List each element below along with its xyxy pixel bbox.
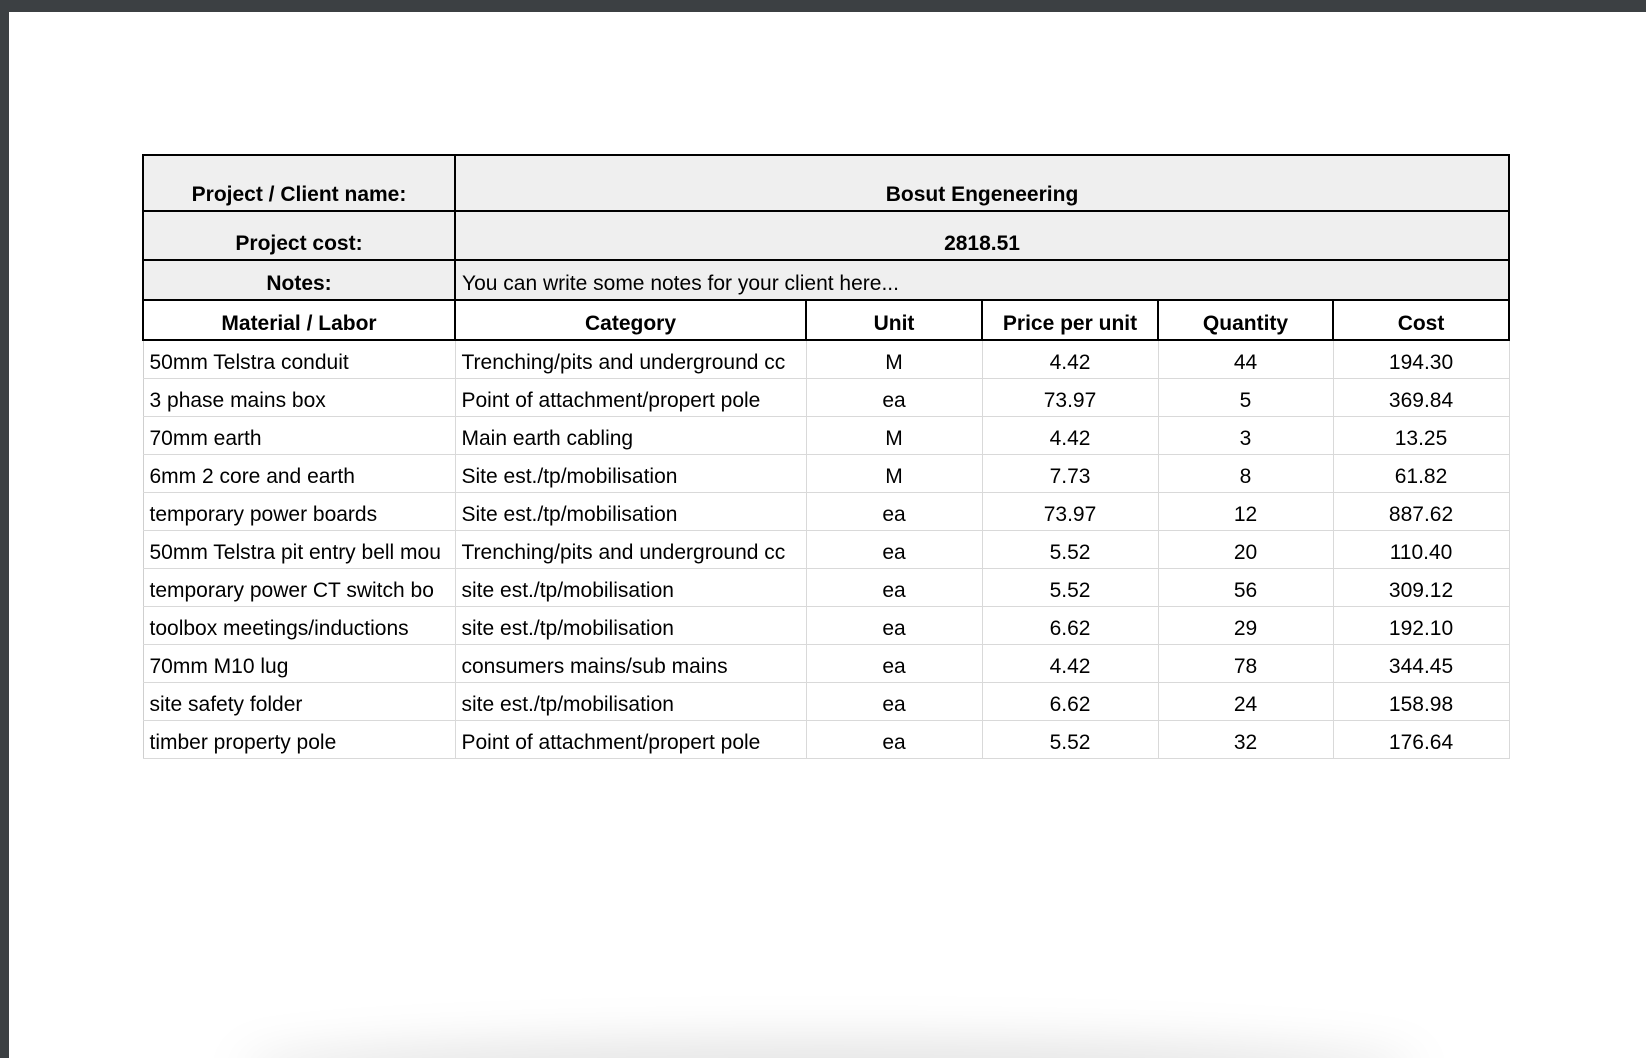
- material-cell: 50mm Telstra conduit: [143, 340, 455, 379]
- client-value: Bosut Engeneering: [455, 155, 1509, 211]
- cost-cell: 344.45: [1333, 645, 1509, 683]
- quantity-cell: 44: [1158, 340, 1333, 379]
- client-row: [143, 155, 1509, 211]
- cost-cell: 369.84: [1333, 379, 1509, 417]
- category-cell: site est./tp/mobilisation: [455, 569, 806, 607]
- header-cost: Cost: [1333, 300, 1509, 340]
- price-cell: 6.62: [982, 683, 1158, 721]
- quantity-cell: 56: [1158, 569, 1333, 607]
- material-cell: temporary power CT switch bo: [143, 569, 455, 607]
- table-row: [143, 531, 1509, 569]
- unit-cell: ea: [806, 683, 982, 721]
- quantity-cell: 32: [1158, 721, 1333, 759]
- category-cell: Site est./tp/mobilisation: [455, 493, 806, 531]
- cost-cell: 192.10: [1333, 607, 1509, 645]
- table-row: [143, 493, 1509, 531]
- estimate-table: [142, 154, 1510, 759]
- unit-cell: ea: [806, 379, 982, 417]
- unit-cell: ea: [806, 493, 982, 531]
- price-cell: 4.42: [982, 417, 1158, 455]
- project-cost-row: [143, 211, 1509, 260]
- table-row: [143, 645, 1509, 683]
- header-category: Category: [455, 300, 806, 340]
- price-cell: 5.52: [982, 721, 1158, 759]
- quantity-cell: 20: [1158, 531, 1333, 569]
- unit-cell: ea: [806, 569, 982, 607]
- category-cell: Site est./tp/mobilisation: [455, 455, 806, 493]
- cost-cell: 176.64: [1333, 721, 1509, 759]
- unit-cell: ea: [806, 645, 982, 683]
- unit-cell: M: [806, 340, 982, 379]
- category-cell: site est./tp/mobilisation: [455, 683, 806, 721]
- notes-value: You can write some notes for your client here...: [455, 260, 1509, 300]
- column-header-row: [143, 300, 1509, 340]
- price-cell: 5.52: [982, 531, 1158, 569]
- unit-cell: ea: [806, 531, 982, 569]
- material-cell: 50mm Telstra pit entry bell mou: [143, 531, 455, 569]
- unit-cell: ea: [806, 721, 982, 759]
- table-row: [143, 683, 1509, 721]
- table-row: [143, 455, 1509, 493]
- quantity-cell: 12: [1158, 493, 1333, 531]
- material-cell: toolbox meetings/inductions: [143, 607, 455, 645]
- cost-cell: 13.25: [1333, 417, 1509, 455]
- material-cell: temporary power boards: [143, 493, 455, 531]
- notes-row: [143, 260, 1509, 300]
- page-shadow: [239, 1038, 1419, 1058]
- quantity-cell: 78: [1158, 645, 1333, 683]
- material-cell: 3 phase mains box: [143, 379, 455, 417]
- unit-cell: M: [806, 417, 982, 455]
- price-cell: 73.97: [982, 379, 1158, 417]
- table-row: [143, 721, 1509, 759]
- quantity-cell: 3: [1158, 417, 1333, 455]
- price-cell: 5.52: [982, 569, 1158, 607]
- category-cell: Main earth cabling: [455, 417, 806, 455]
- project-cost-label: Project cost:: [143, 211, 455, 260]
- client-label: Project / Client name:: [143, 155, 455, 211]
- table-row: [143, 417, 1509, 455]
- table-row: [143, 379, 1509, 417]
- material-cell: 70mm M10 lug: [143, 645, 455, 683]
- table-row: [143, 569, 1509, 607]
- price-cell: 4.42: [982, 340, 1158, 379]
- quantity-cell: 5: [1158, 379, 1333, 417]
- category-cell: site est./tp/mobilisation: [455, 607, 806, 645]
- table-row: [143, 607, 1509, 645]
- cost-cell: 158.98: [1333, 683, 1509, 721]
- cost-cell: 309.12: [1333, 569, 1509, 607]
- category-cell: Trenching/pits and underground cc: [455, 340, 806, 379]
- category-cell: consumers mains/sub mains: [455, 645, 806, 683]
- material-cell: 70mm earth: [143, 417, 455, 455]
- quantity-cell: 8: [1158, 455, 1333, 493]
- unit-cell: ea: [806, 607, 982, 645]
- item-rows: [143, 340, 1509, 759]
- project-cost-value: 2818.51: [455, 211, 1509, 260]
- cost-cell: 61.82: [1333, 455, 1509, 493]
- category-cell: Trenching/pits and underground cc: [455, 531, 806, 569]
- price-cell: 4.42: [982, 645, 1158, 683]
- quantity-cell: 24: [1158, 683, 1333, 721]
- cost-cell: 110.40: [1333, 531, 1509, 569]
- header-price: Price per unit: [982, 300, 1158, 340]
- header-unit: Unit: [806, 300, 982, 340]
- quantity-cell: 29: [1158, 607, 1333, 645]
- notes-label: Notes:: [143, 260, 455, 300]
- material-cell: timber property pole: [143, 721, 455, 759]
- category-cell: Point of attachment/propert pole: [455, 721, 806, 759]
- price-cell: 73.97: [982, 493, 1158, 531]
- table-row: [143, 340, 1509, 379]
- material-cell: site safety folder: [143, 683, 455, 721]
- unit-cell: M: [806, 455, 982, 493]
- document-page: [9, 12, 1646, 1058]
- material-cell: 6mm 2 core and earth: [143, 455, 455, 493]
- cost-cell: 194.30: [1333, 340, 1509, 379]
- price-cell: 6.62: [982, 607, 1158, 645]
- header-material: Material / Labor: [143, 300, 455, 340]
- header-quantity: Quantity: [1158, 300, 1333, 340]
- price-cell: 7.73: [982, 455, 1158, 493]
- category-cell: Point of attachment/propert pole: [455, 379, 806, 417]
- cost-cell: 887.62: [1333, 493, 1509, 531]
